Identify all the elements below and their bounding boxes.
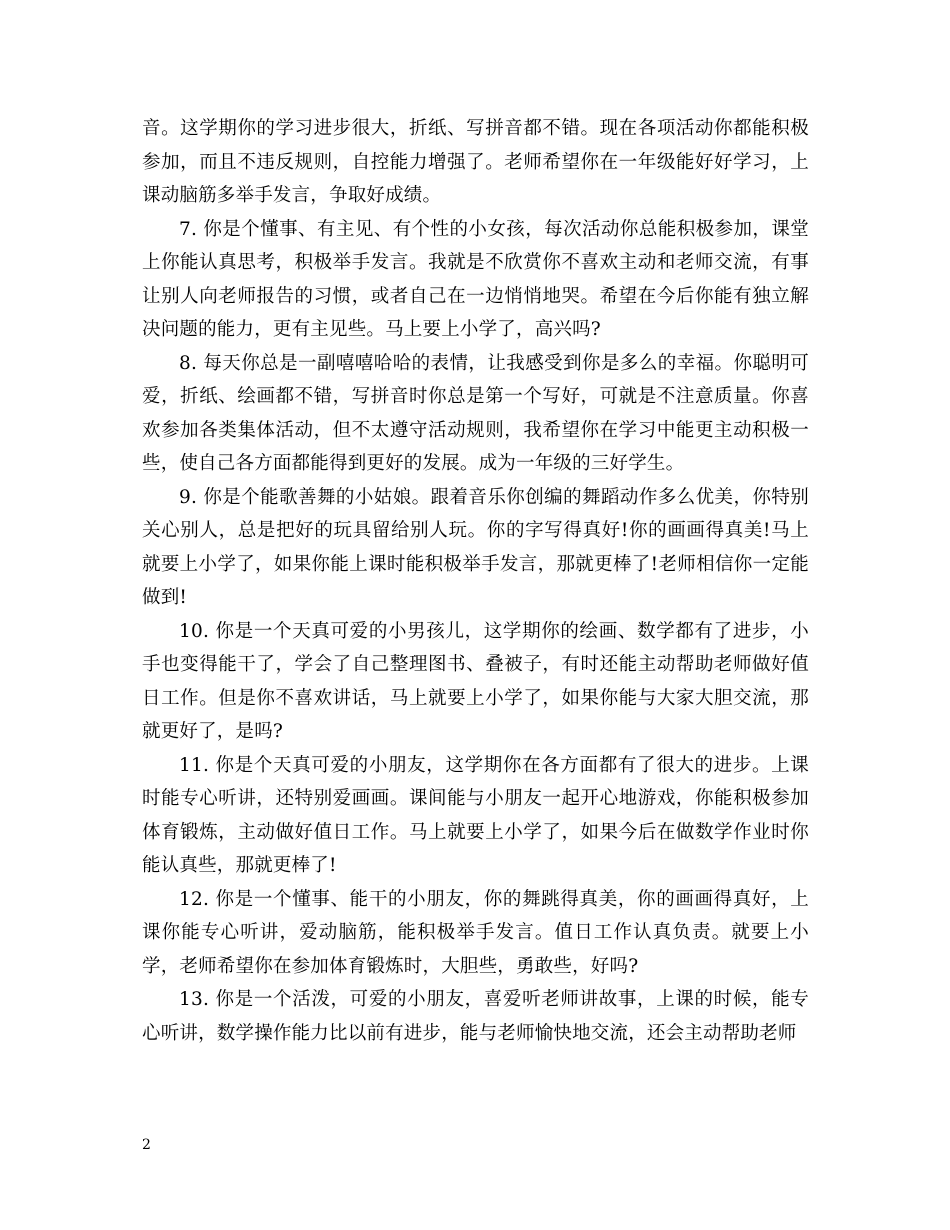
paragraph-item-10: 10. 你是一个天真可爱的小男孩儿，这学期你的绘画、数学都有了进步，小手也变得能干了，学会了自己整理图书、叠被子，有时还能主动帮助老师做好值日工作。但是你不喜欢讲话，马上就要上小学了，如果你能与大家大胆交流，那就更好了，是吗?	[142, 620, 809, 742]
paragraph-item-13: 13. 你是一个活泼，可爱的小朋友，喜爱听老师讲故事，上课的时候，能专心听讲，数学操作能力比以前有进步，能与老师愉快地交流，还会主动帮助老师	[142, 989, 809, 1044]
page-number: 2	[142, 1137, 151, 1153]
paragraph-item-11: 11. 你是个天真可爱的小朋友，这学期你在各方面都有了很大的进步。上课时能专心听讲，还特别爱画画。课间能与小朋友一起开心地游戏，你能积极参加体育锻炼，主动做好值日工作。马上就要上小学了，如果今后在做数学作业时你能认真些，那就更棒了!	[142, 754, 809, 876]
paragraph-continued: 音。这学期你的学习进步很大，折纸、写拼音都不错。现在各项活动你都能积极参加，而且不违反规则，自控能力增强了。老师希望你在一年级能好好学习，上课动脑筋多举手发言，争取好成绩。	[142, 118, 809, 206]
paragraph-item-7: 7. 你是个懂事、有主见、有个性的小女孩，每次活动你总能积极参加，课堂上你能认真思考，积极举手发言。我就是不欣赏你不喜欢主动和老师交流，有事让别人向老师报告的习惯，或者自己在一边悄悄地哭。希望在今后你能有独立解决问题的能力，更有主见些。马上要上小学了，高兴吗?	[142, 218, 809, 340]
page-body	[142, 112, 809, 1050]
paragraph-item-12: 12. 你是一个懂事、能干的小朋友，你的舞跳得真美，你的画画得真好，上课你能专心听讲，爱动脑筋，能积极举手发言。值日工作认真负责。就要上小学，老师希望你在参加体育锻炼时，大胆些，勇敢些，好吗?	[142, 888, 809, 977]
paragraph-item-9: 9. 你是个能歌善舞的小姑娘。跟着音乐你创编的舞蹈动作多么优美，你特别关心别人，总是把好的玩具留给别人玩。你的字写得真好!你的画画得真美!马上就要上小学了，如果你能上课时能积极举手发言，那就更棒了!老师相信你一定能做到!	[142, 486, 809, 608]
paragraph-item-8: 8. 每天你总是一副嘻嘻哈哈的表情，让我感受到你是多么的幸福。你聪明可爱，折纸、绘画都不错，写拼音时你总是第一个写好，可就是不注意质量。你喜欢参加各类集体活动，但不太遵守活动规则，我希望你在学习中能更主动积极一些，使自己各方面都能得到更好的发展。成为一年级的三好学生。	[142, 352, 809, 474]
